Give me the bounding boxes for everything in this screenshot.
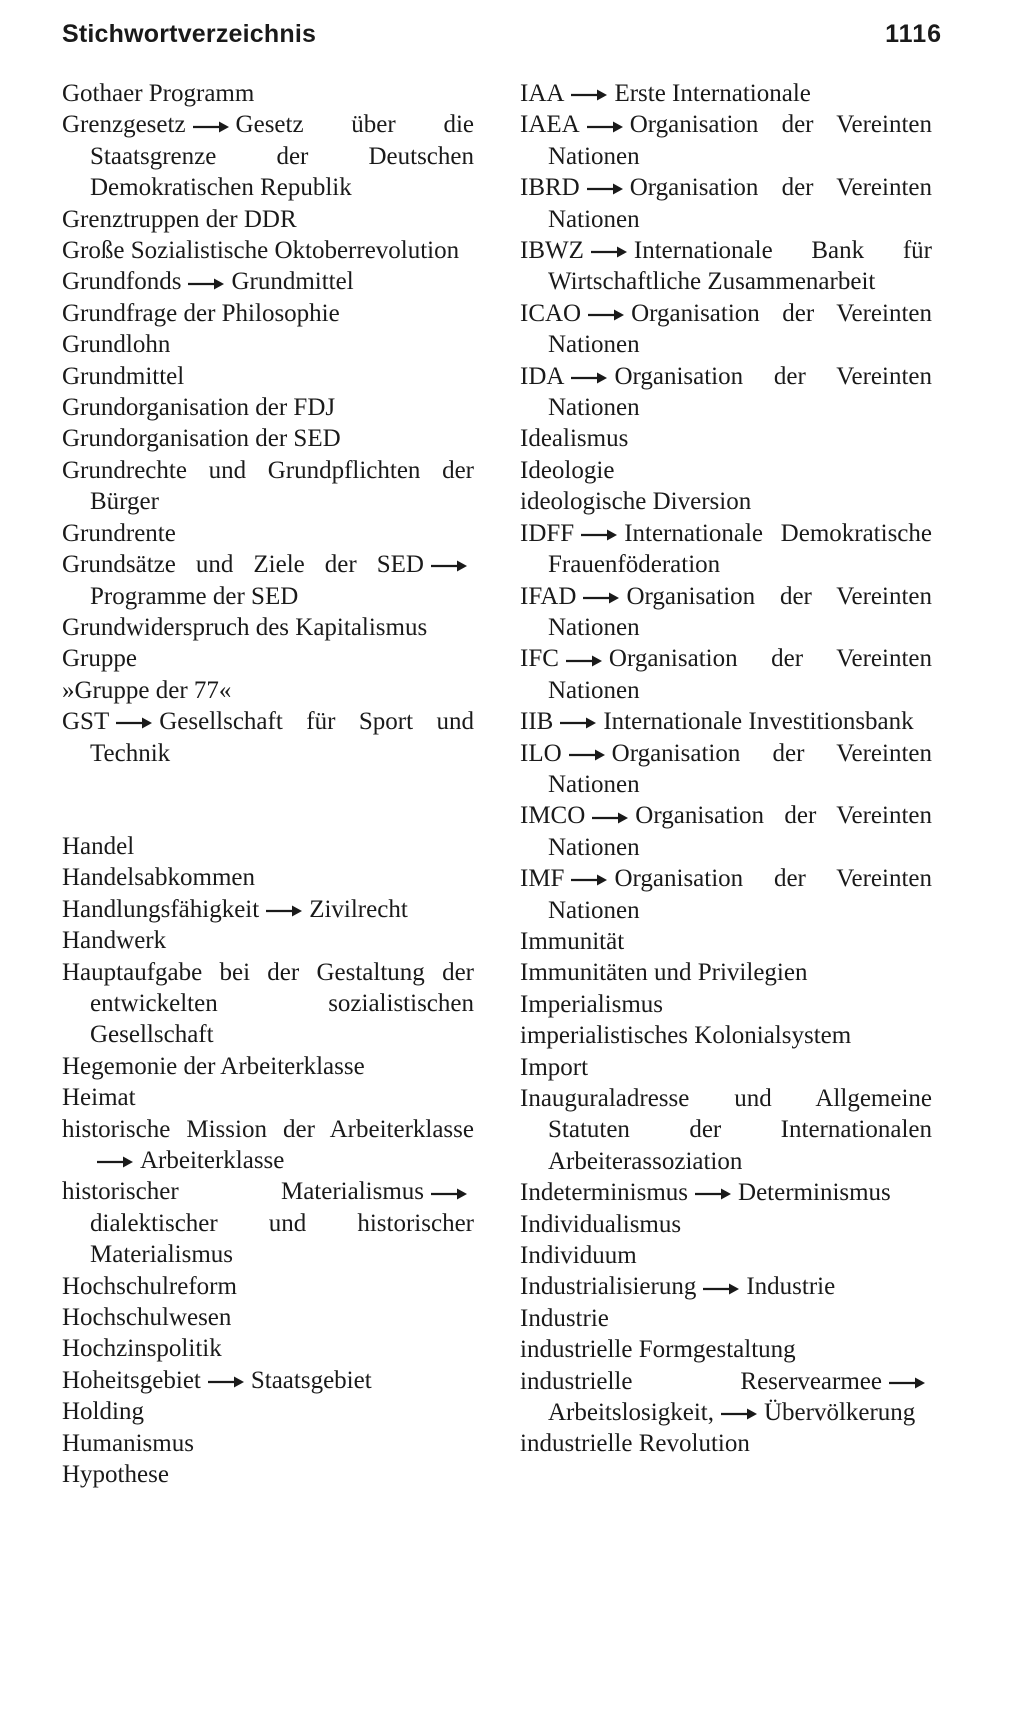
- cross-reference: Determinismus: [738, 1179, 891, 1207]
- index-entry: [62, 1459, 474, 1490]
- entry-term: Handel: [62, 832, 135, 860]
- right-arrow-icon: [701, 1282, 741, 1296]
- cross-reference: Programme der SED: [90, 582, 299, 610]
- index-entry: [62, 1396, 474, 1427]
- index-entry: [62, 706, 474, 769]
- index-entry: [62, 298, 474, 329]
- entry-term: ICAO: [520, 299, 582, 327]
- entry-term: Große Sozialistische Oktoberrevolution: [62, 237, 460, 265]
- right-arrow-icon: [206, 1375, 246, 1389]
- right-arrow-icon: [429, 559, 469, 573]
- index-entry: [520, 1052, 932, 1083]
- index-group-i: [520, 78, 932, 1460]
- entry-term: IIB: [520, 708, 554, 736]
- index-entry: [520, 1083, 932, 1177]
- entry-term: Imperialismus: [520, 990, 664, 1018]
- right-arrow-icon: [719, 1407, 759, 1421]
- index-entry: [520, 235, 932, 298]
- cross-reference: Organisation der Vereinten Nationen: [548, 299, 932, 359]
- index-entry: [520, 926, 932, 957]
- index-entry: [520, 78, 932, 109]
- entry-term: Handelsabkommen: [62, 864, 256, 892]
- cross-reference: Grundmittel: [231, 268, 354, 296]
- entry-term: Idealismus: [520, 425, 629, 453]
- cross-reference: Erste Internationale: [614, 80, 811, 107]
- index-entry: [62, 204, 474, 235]
- index-entry: [62, 1176, 474, 1270]
- entry-term: IDFF: [520, 519, 575, 547]
- entry-term: imperialistisches Kolonialsystem: [520, 1022, 852, 1050]
- index-entry: [62, 1365, 474, 1396]
- entry-term: Humanismus: [62, 1429, 194, 1457]
- cross-reference: Organisation der Vereinten Nationen: [548, 802, 932, 861]
- entry-term: industrielle Formgestaltung: [520, 1336, 796, 1364]
- section-gap: [62, 769, 474, 831]
- entry-term: IDA: [520, 362, 565, 390]
- entry-term: Import: [520, 1053, 589, 1081]
- right-arrow-icon: [589, 245, 629, 259]
- cross-reference: Organisation der Vereinten Nationen: [548, 865, 932, 924]
- entry-term: Industrie: [520, 1304, 609, 1332]
- cross-reference: Organisation der Vereinten Nationen: [548, 739, 932, 798]
- index-entry: [62, 1082, 474, 1113]
- cross-reference: Organisation der Vereinten Nationen: [548, 645, 932, 704]
- index-entry: [520, 518, 932, 581]
- index-column-left: [62, 78, 474, 1490]
- entry-term: industrielle Revolution: [520, 1430, 750, 1458]
- entry-term: IAA: [520, 80, 565, 107]
- index-entry: [520, 109, 932, 172]
- entry-term: Industrialisierung: [520, 1273, 697, 1301]
- right-arrow-icon: [186, 277, 226, 291]
- entry-term: Hegemonie der Arbeiterklasse: [62, 1052, 365, 1080]
- right-arrow-icon: [693, 1187, 733, 1201]
- index-entry: [62, 361, 474, 392]
- entry-term: Holding: [62, 1398, 144, 1426]
- index-entry: [62, 329, 474, 360]
- right-arrow-icon: [567, 748, 607, 762]
- entry-term: Grundrente: [62, 519, 176, 547]
- right-arrow-icon: [586, 308, 626, 322]
- cross-reference: Internationale Demokratische Frauenföderation: [548, 519, 932, 579]
- entry-term: Grundfonds: [62, 268, 182, 296]
- entry-term: Grundsätze und Ziele der SED: [62, 551, 424, 579]
- entry-term: »Gruppe der 77«: [62, 676, 232, 704]
- index-entry: [520, 1303, 932, 1334]
- entry-term: Grundrechte und Grundpflichten der Bürger: [62, 456, 474, 516]
- cross-reference: Arbeitslosigkeit,: [548, 1399, 714, 1427]
- index-entry: [62, 675, 474, 706]
- index-entry: [62, 78, 474, 109]
- cross-reference: Gesetz über die Staatsgrenze der Deutschen Demokratischen Republik: [90, 111, 474, 202]
- index-entry: [62, 894, 474, 925]
- index-entry: [62, 643, 474, 674]
- index-entry: [520, 706, 932, 737]
- cross-reference: Zivilrecht: [309, 895, 408, 923]
- index-entry: [62, 612, 474, 643]
- entry-term: Individualismus: [520, 1210, 682, 1238]
- index-entry: [520, 643, 932, 706]
- index-entry: [520, 1020, 932, 1051]
- entry-term: Gothaer Programm: [62, 80, 255, 107]
- entry-term: Gruppe: [62, 645, 137, 673]
- index-entry: [520, 581, 932, 644]
- index-entry: [62, 957, 474, 1051]
- index-entry: [520, 423, 932, 454]
- entry-term: Hoheitsgebiet: [62, 1366, 201, 1394]
- entry-term: industrielle Reservearmee: [520, 1367, 882, 1395]
- right-arrow-icon: [429, 1187, 469, 1201]
- running-head-title: Stichwortverzeichnis: [62, 20, 317, 48]
- index-entry: [62, 831, 474, 862]
- entry-term: IFC: [520, 645, 559, 673]
- index-entry: [62, 862, 474, 893]
- page-number: 1116: [885, 20, 942, 48]
- index-group-g: [62, 78, 474, 769]
- entry-term: IAEA: [520, 111, 580, 139]
- index-entry: [62, 455, 474, 518]
- entry-term: Grenztruppen der DDR: [62, 205, 297, 233]
- index-entry: [62, 423, 474, 454]
- index-entry: [62, 1333, 474, 1364]
- cross-reference: Arbeiterklasse: [140, 1147, 285, 1174]
- entry-term: Grundorganisation der SED: [62, 425, 341, 453]
- index-entry: [520, 1240, 932, 1271]
- cross-reference: Internationale Investitionsbank: [603, 708, 914, 736]
- entry-term: Indeterminismus: [520, 1179, 689, 1207]
- entry-term: Grundlohn: [62, 331, 171, 359]
- entry-term: Grundwiderspruch des Kapitalismus: [62, 613, 428, 641]
- cross-reference: Gesellschaft für Sport und Technik: [90, 708, 474, 767]
- right-arrow-icon: [590, 811, 630, 825]
- entry-term: Hochschulwesen: [62, 1304, 232, 1332]
- entry-term: Ideologie: [520, 456, 615, 484]
- index-entry: [520, 1334, 932, 1365]
- cross-reference: Organisation der Vereinten Nationen: [548, 111, 932, 170]
- index-entry: [520, 863, 932, 926]
- right-arrow-icon: [569, 371, 609, 385]
- right-arrow-icon: [564, 654, 604, 668]
- index-entry: [62, 1114, 474, 1177]
- entry-term: IMF: [520, 865, 565, 893]
- page-header: [62, 20, 942, 60]
- index-entry: [62, 1271, 474, 1302]
- right-arrow-icon: [95, 1155, 135, 1169]
- index-entry: [520, 361, 932, 424]
- entry-term: Immunitäten und Privilegien: [520, 959, 808, 987]
- index-column-right: [520, 78, 932, 1460]
- index-entry: [520, 1209, 932, 1240]
- index-entry: [62, 109, 474, 203]
- entry-term: IFAD: [520, 582, 577, 610]
- cross-reference: Industrie: [746, 1273, 836, 1301]
- index-entry: [520, 1428, 932, 1459]
- right-arrow-icon: [264, 904, 304, 918]
- cross-reference: Staatsgebiet: [250, 1366, 372, 1394]
- entry-term: Grundorganisation der FDJ: [62, 394, 336, 422]
- cross-reference: Organisation der Vereinten Nationen: [548, 582, 932, 641]
- entry-term: Grundmittel: [62, 362, 185, 390]
- entry-term: Individuum: [520, 1242, 637, 1270]
- entry-term: ideologische Diversion: [520, 488, 752, 516]
- index-entry: [62, 235, 474, 266]
- index-entry: [520, 989, 932, 1020]
- index-entry: [520, 298, 932, 361]
- entry-term: Heimat: [62, 1084, 136, 1112]
- index-entry: [62, 925, 474, 956]
- index-entry: [62, 1428, 474, 1459]
- index-entry: [62, 266, 474, 297]
- index-entry: [62, 1302, 474, 1333]
- entry-term: Grenzgesetz: [62, 111, 186, 139]
- index-entry: [520, 1271, 932, 1302]
- entry-term: Inauguraladresse und Allgemeine Statuten der Internationalen Arbeiterassoziation: [520, 1085, 932, 1175]
- index-entry: [520, 1366, 932, 1429]
- entry-term: IMCO: [520, 802, 586, 830]
- right-arrow-icon: [114, 716, 154, 730]
- index-entry: [520, 1177, 932, 1208]
- index-entry: [62, 518, 474, 549]
- cross-reference: Organisation der Vereinten Nationen: [548, 362, 932, 422]
- entry-term: IBRD: [520, 174, 580, 202]
- entry-term: historische Mission der Arbeiterklasse: [62, 1115, 474, 1143]
- entry-term: Grundfrage der Philosophie: [62, 299, 340, 327]
- right-arrow-icon: [585, 182, 625, 196]
- right-arrow-icon: [579, 528, 619, 542]
- right-arrow-icon: [581, 591, 621, 605]
- entry-term: Hochschulreform: [62, 1272, 237, 1300]
- entry-term: IBWZ: [520, 237, 584, 265]
- cross-reference: Organisation der Vereinten Nationen: [548, 174, 932, 233]
- right-arrow-icon: [585, 120, 625, 134]
- entry-term: ILO: [520, 739, 562, 767]
- entry-term: GST: [62, 708, 110, 736]
- index-entry: [62, 549, 474, 612]
- cross-reference: Internationale Bank für Wirtschaftliche Zusammenarbeit: [548, 237, 932, 296]
- entry-term: Handwerk: [62, 927, 167, 955]
- entry-term: historischer Materialismus: [62, 1178, 424, 1206]
- index-group-h: [62, 831, 474, 1491]
- entry-term: Hochzinspolitik: [62, 1335, 222, 1363]
- entry-term: Immunität: [520, 927, 625, 955]
- index-entry: [62, 392, 474, 423]
- index-entry: [520, 172, 932, 235]
- cross-reference: dialektischer und historischer Materialismus: [90, 1209, 474, 1269]
- cross-reference: Übervölkerung: [763, 1399, 916, 1427]
- entry-term: Hauptaufgabe bei der Gestaltung der entwickelten sozialistischen Gesellschaft: [62, 958, 474, 1049]
- index-entry: [520, 957, 932, 988]
- right-arrow-icon: [191, 120, 231, 134]
- index-entry: [62, 1051, 474, 1082]
- index-entry: [520, 800, 932, 863]
- right-arrow-icon: [569, 88, 609, 102]
- index-entry: [520, 486, 932, 517]
- right-arrow-icon: [558, 716, 598, 730]
- right-arrow-icon: [569, 873, 609, 887]
- index-entry: [520, 738, 932, 801]
- right-arrow-icon: [887, 1376, 927, 1390]
- entry-term: Handlungsfähigkeit: [62, 895, 260, 923]
- index-entry: [520, 455, 932, 486]
- entry-term: Hypothese: [62, 1461, 169, 1489]
